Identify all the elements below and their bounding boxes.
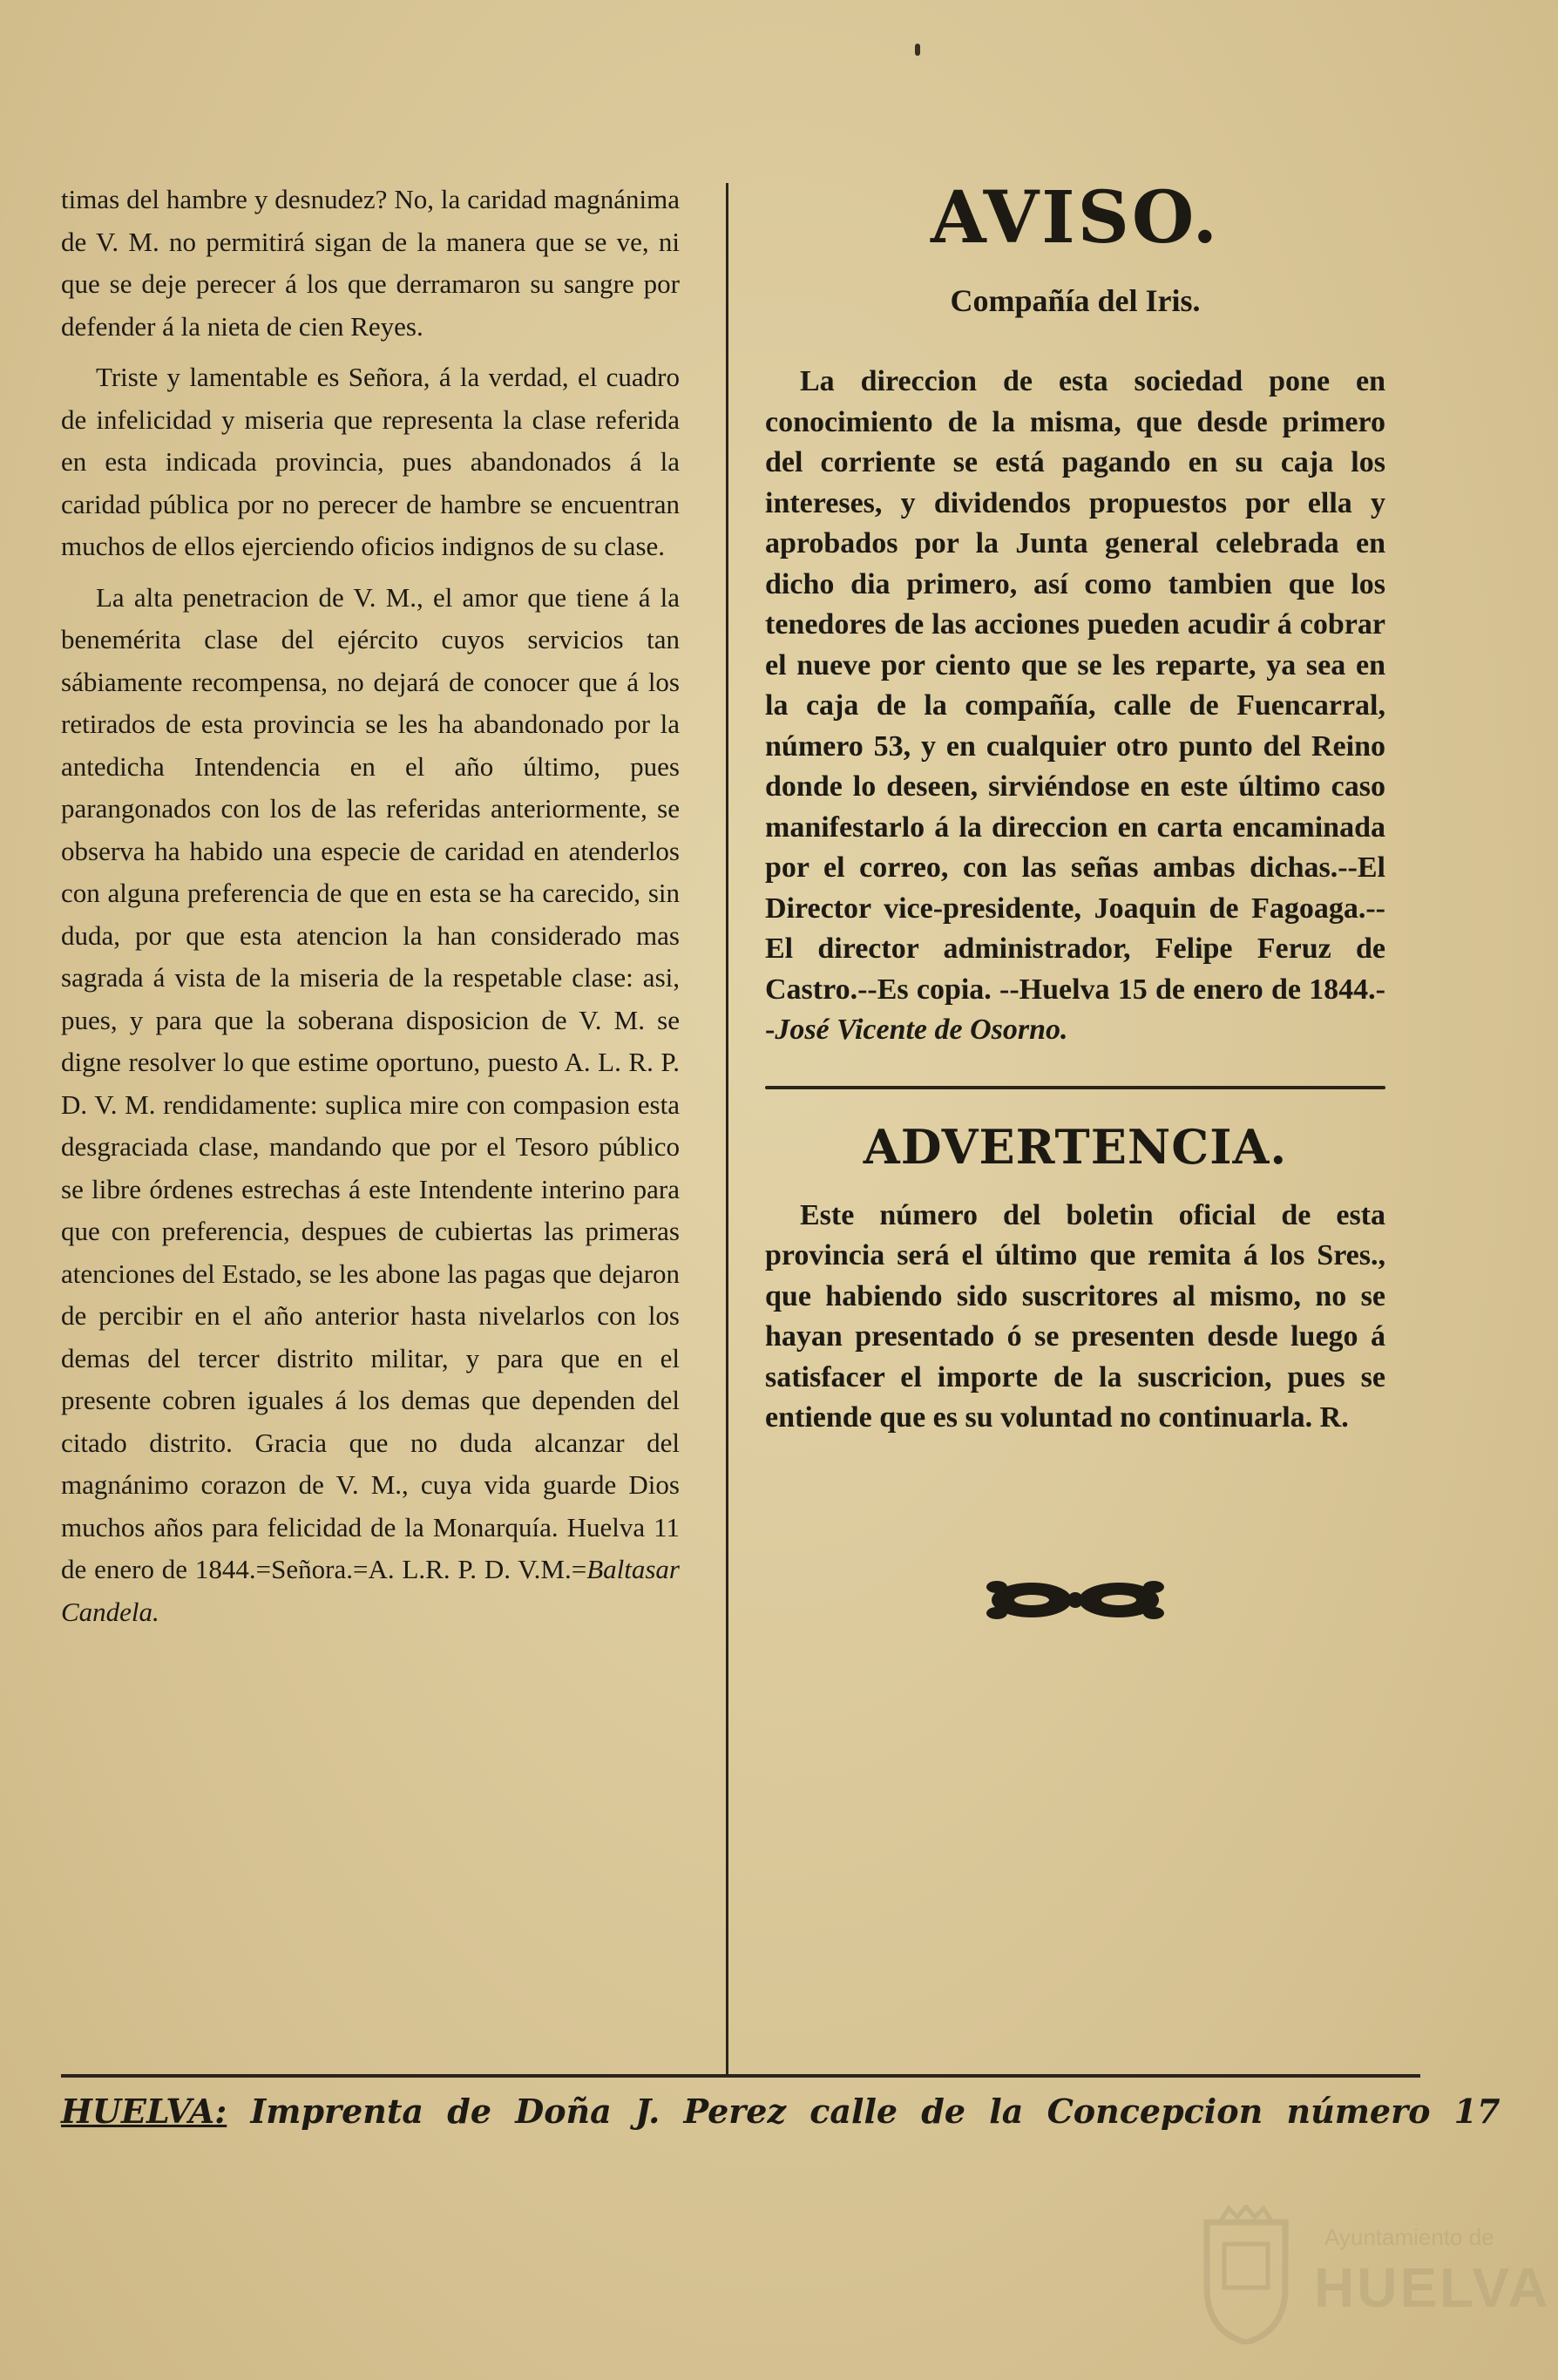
- imprint-footer: [61, 2074, 1500, 2133]
- advertencia-body: Este número del boletin oficial de esta provincia será el último que remita á los Sres., que habiendo sido suscritores al mismo, no se hayan presentado ó se presenten desde luego á satisfacer el importe de la suscricion, pues se entiende que es su voluntad no continuarla. R.: [765, 1198, 1385, 1434]
- column-divider: [726, 183, 728, 2074]
- aviso-title: AVISO.: [930, 176, 1221, 260]
- ornament-icon: [971, 1570, 1180, 1631]
- imprint-text: Imprenta de Doña J. Perez calle de la Concepcion número 17: [250, 2092, 1500, 2131]
- paragraph-3-text: La alta penetracion de V. M., el amor que tiene á la benemérita clase del ejército cuyos servicios tan sábiamente recompensa, no dejará de conocer que á los retirados de esta provincia se les ha abandonado por la antedicha Intendencia en el año último, pues parangonados con los de las referidas anteriormente, se observa ha habido una especie de caridad en atenderlos con alguna preferencia de que en esta se ha carecido, sin duda, por que esta atencion la han considerado mas sagrada á vista de la miseria de la respetable clase: asi, pues, y para que la soberana disposicion de V. M. se digne resolver lo que estime oportuno, puesto A. L. R. P. D. V. M. rendidamente: suplica mire con compasion esta desgraciada clase, mandando que por el Tesoro público se libre órdenes estrechas á este Intendente interino para que con preferencia, despues de cubiertas las primeras atenciones del Estado, se les abone las pagas que dejaron de percibir en el año anterior hasta nivelarlos con los demas del tercer distrito militar, y para que en el presente cobren iguales á los demas que dependen del citado distrito. Gracia que no duda alcanzar del magnánimo corazon de V. M., cuya vida guarde Dios muchos años para felicidad de la Monarquía. Huelva 11 de enero de 1844.=Señora.=A. L.R. P. D. V.M.=: [61, 581, 680, 1584]
- huelva-watermark: [1194, 2205, 1551, 2353]
- advertencia-title: ADVERTENCIA.: [863, 1118, 1288, 1175]
- watermark-top-text: Ayuntamiento de: [1324, 2224, 1494, 2250]
- paragraph-1: timas del hambre y desnudez? No, la caridad magnánima de V. M. no permitirá sigan de la manera que se ve, ni que se deje perecer á los que derramaron su sangre por defender á la nieta de cien Reyes.: [61, 184, 680, 342]
- aviso-body: [765, 362, 1385, 1051]
- aviso-subtitle: Compañía del Iris.: [950, 283, 1201, 318]
- left-column: [61, 179, 680, 1642]
- watermark-main-text: HUELVA: [1314, 2256, 1551, 2319]
- signature-candela: Baltasar Candela.: [61, 1554, 680, 1627]
- paragraph-2: Triste y lamentable es Señora, á la verdad, el cuadro de infelicidad y miseria que representa la clase referida en esta indicada provincia, pues abandonados á la caridad pública por no perecer de hambre se encuentran muchos de ellos ejerciendo oficios indignos de su clase.: [61, 362, 680, 561]
- ink-mark: [915, 44, 920, 56]
- section-rule: [765, 1086, 1385, 1089]
- coat-of-arms-icon: [1194, 2205, 1298, 2344]
- aviso-text: La direccion de esta sociedad pone en conocimiento de la misma, que desde primero del corriente se está pagando en su caja los intereses, y dividendos propuestos por ella y aprobados por la Junta general celebrada en dicho dia primero, así como tambien que los tenedores de las acciones pueden acudir á cobrar el nueve por ciento que se les reparte, ya sea en la caja de la compañía, calle de Fuencarral, número 53, y en cualquier otro punto del Reino donde lo deseen, sirviéndose en este último caso manifestarlo á la direccion en carta encaminada por el correo, con las señas ambas dichas.--El Director vice-presidente, Joaquin de Fagoaga.--El director administrador, Felipe Feruz de Castro.--Es copia. --Huelva 15 de enero de 1844.--: [765, 365, 1385, 1046]
- aviso-signature: José Vicente de Osorno.: [775, 1014, 1068, 1046]
- paragraph-3: [61, 577, 680, 1634]
- imprint-place: HUELVA:: [61, 2092, 227, 2131]
- right-column: [765, 176, 1385, 1631]
